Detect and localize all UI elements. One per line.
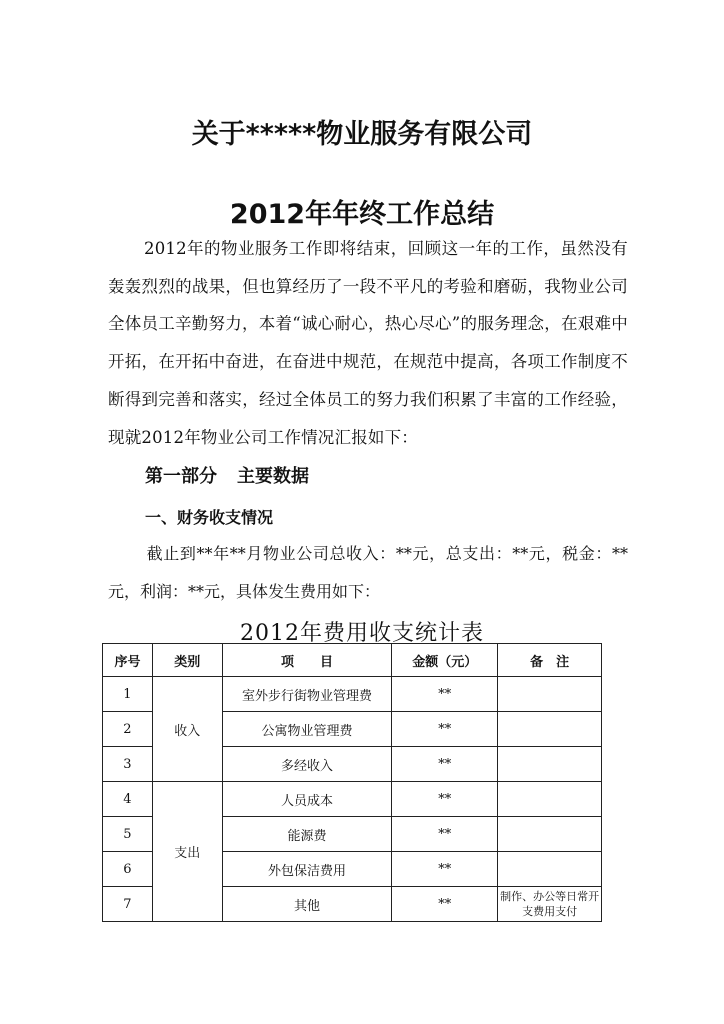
part-heading-title: 主要数据 <box>237 466 309 487</box>
intro-paragraph-text: 2012年的物业服务工作即将结束，回顾这一年的工作，虽然没有轰轰烈烈的战果，但也算经历了一段不平凡的考验和磨砺，我物业公司全体员工辛勤努力，本着“诚心耐心，热心尽心”的服务理念，在艰难中开拓，在开拓中奋进，在奋进中规范，在规范中提高，各项工作制度不断得到完善和落实，经过全体员工的努力我们积累了丰富的工作经验，现就2012年物业公司工作情况汇报如下： <box>108 239 628 447</box>
cell-note <box>498 782 602 817</box>
document-title-line1: 关于*****物业服务有限公司 <box>191 119 533 150</box>
header-amount: 金额（元） <box>392 644 498 677</box>
cell-amount: ** <box>392 677 498 712</box>
finance-paragraph-text: 截止到**年**月物业公司总收入：**元，总支出：**元，税金：**元，利润：**元，具体发生费用如下： <box>108 544 628 601</box>
cell-no: 1 <box>103 677 153 712</box>
cell-amount: ** <box>392 817 498 852</box>
intro-paragraph <box>108 230 628 456</box>
header-no: 序号 <box>103 644 153 677</box>
cell-amount: ** <box>392 852 498 887</box>
section-heading: 一、财务收支情况 <box>145 508 274 527</box>
cell-item: 多经收入 <box>222 747 392 782</box>
document-title-line2: 2012年年终工作总结 <box>229 199 495 230</box>
cell-item: 外包保洁费用 <box>222 852 392 887</box>
cost-statistics-table <box>102 643 602 922</box>
table-header-row <box>103 644 602 677</box>
cell-no: 7 <box>103 887 153 922</box>
part-heading-number: 第一部分 <box>145 466 217 487</box>
cell-no: 5 <box>103 817 153 852</box>
cell-note: 制作、办公等日常开支费用支付 <box>498 887 602 922</box>
cell-note <box>498 747 602 782</box>
cell-category-expense: 支出 <box>152 782 222 922</box>
cell-amount: ** <box>392 747 498 782</box>
cell-amount: ** <box>392 712 498 747</box>
finance-paragraph <box>108 535 628 611</box>
cell-no: 6 <box>103 852 153 887</box>
table-row <box>103 782 602 817</box>
cell-note <box>498 817 602 852</box>
header-item: 项 目 <box>222 644 392 677</box>
table-title: 2012年费用收支统计表 <box>240 621 484 646</box>
cell-no: 2 <box>103 712 153 747</box>
cell-item: 人员成本 <box>222 782 392 817</box>
header-category: 类别 <box>152 644 222 677</box>
table-row <box>103 677 602 712</box>
cell-note <box>498 852 602 887</box>
cell-item: 室外步行街物业管理费 <box>222 677 392 712</box>
cell-note <box>498 712 602 747</box>
cell-note <box>498 677 602 712</box>
cell-amount: ** <box>392 887 498 922</box>
header-note: 备 注 <box>498 644 602 677</box>
cell-item: 公寓物业管理费 <box>222 712 392 747</box>
cell-item: 能源费 <box>222 817 392 852</box>
cell-item: 其他 <box>222 887 392 922</box>
cell-amount: ** <box>392 782 498 817</box>
part-heading <box>145 462 309 488</box>
cell-category-income: 收入 <box>152 677 222 782</box>
cell-no: 3 <box>103 747 153 782</box>
cell-no: 4 <box>103 782 153 817</box>
